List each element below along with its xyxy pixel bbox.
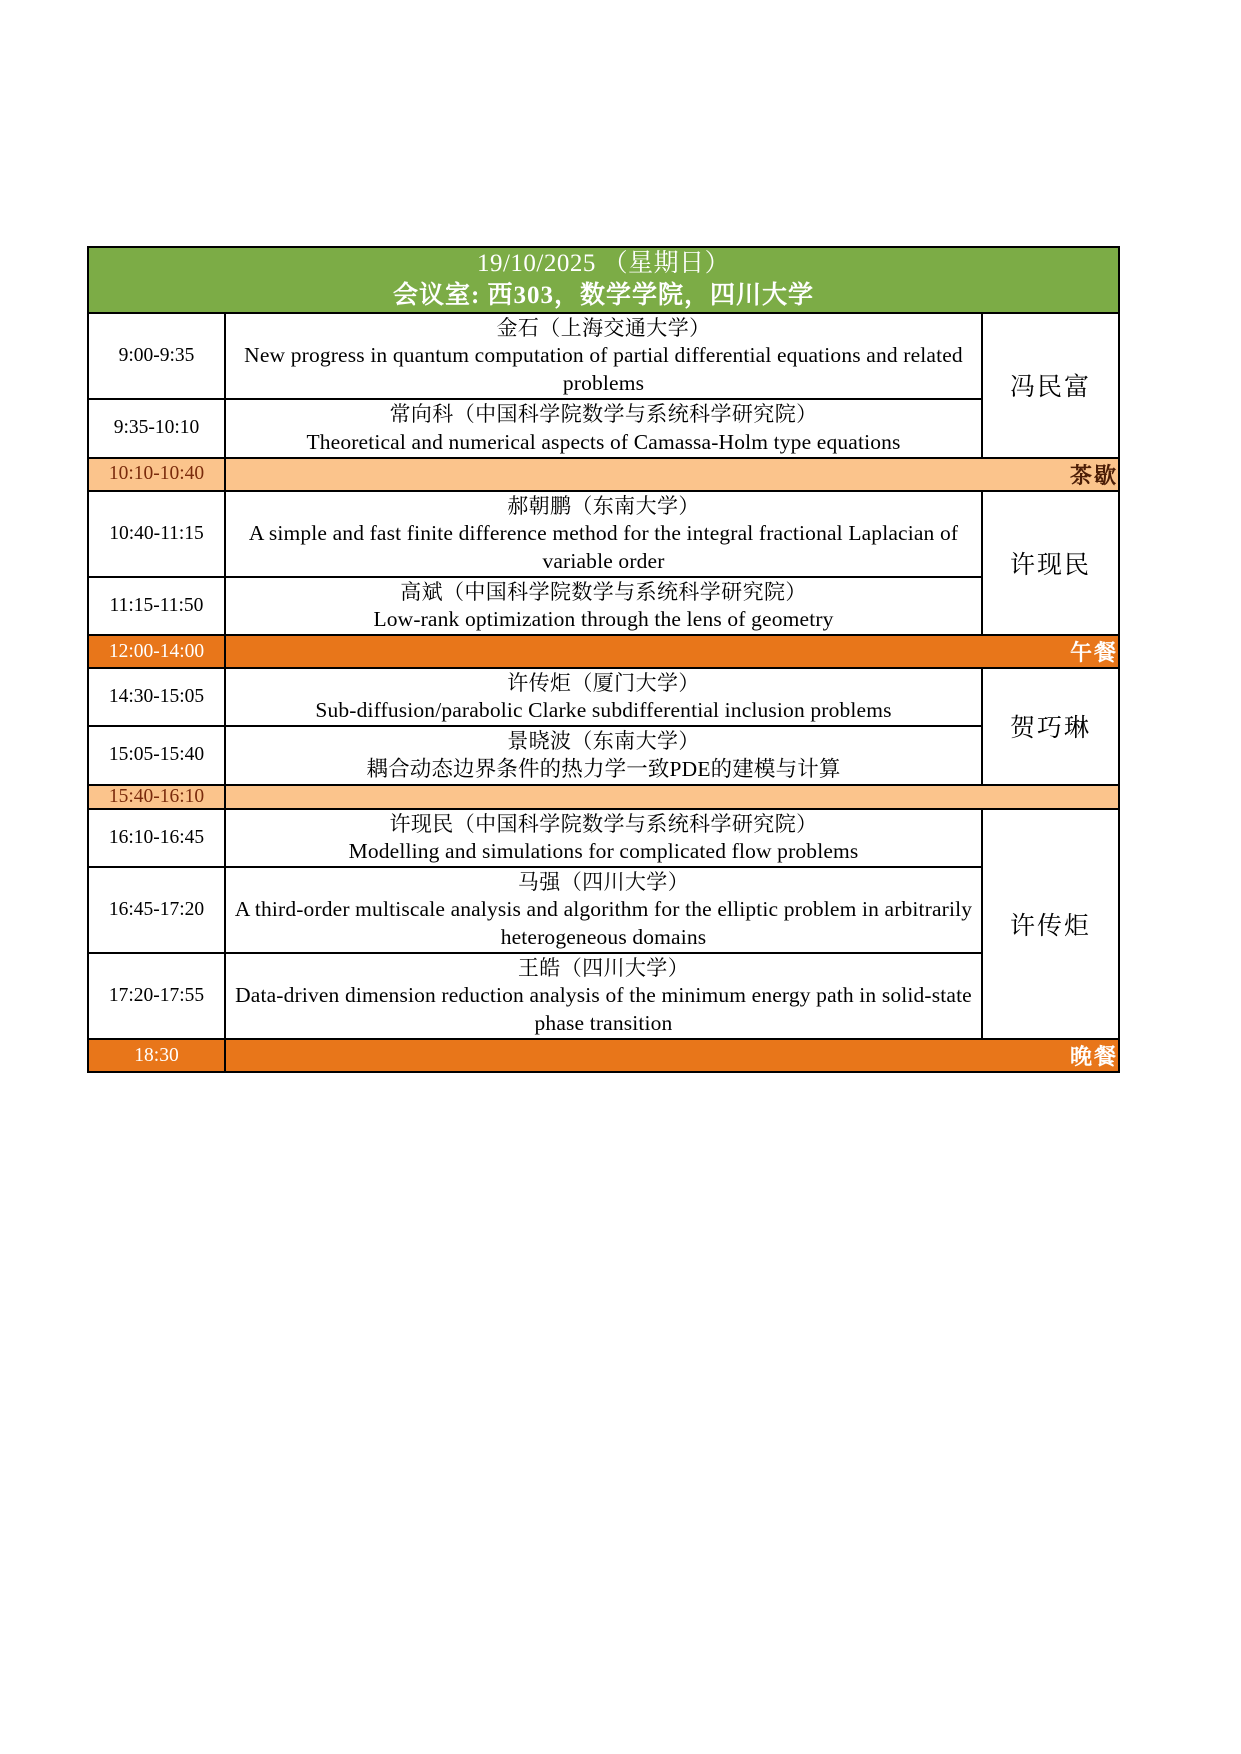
- break-row-afternoon: [88, 785, 1119, 809]
- break-label: 茶歇: [225, 458, 1119, 491]
- talk-title: Sub-diffusion/parabolic Clarke subdifferential inclusion problems: [315, 698, 892, 723]
- talk-title: Theoretical and numerical aspects of Camassa-Holm type equations: [306, 429, 901, 454]
- talk-speaker: 高斌（中国科学院数学与系统科学研究院）: [400, 579, 807, 604]
- row-talk: [225, 399, 982, 457]
- talk-title: Modelling and simulations for complicated flow problems: [348, 838, 859, 863]
- talk-title: A simple and fast finite difference method for the integral fractional Laplacian of variable order: [248, 520, 959, 573]
- schedule-header-cell: [88, 247, 1119, 313]
- row-time: 10:40-11:15: [88, 491, 225, 577]
- table-row: [88, 809, 1119, 867]
- row-time: 9:00-9:35: [88, 313, 225, 399]
- session-chair: 冯民富: [982, 313, 1119, 458]
- schedule-date: 19/10/2025 （星期日）: [476, 250, 731, 277]
- table-row: [88, 953, 1119, 1039]
- conference-schedule-table: [87, 246, 1120, 1073]
- talk-speaker: 王皓（四川大学）: [517, 956, 690, 981]
- row-time: 16:45-17:20: [88, 867, 225, 953]
- row-talk: [225, 491, 982, 577]
- table-row: [88, 867, 1119, 953]
- break-row-dinner: [88, 1039, 1119, 1072]
- session-chair: 许传炬: [982, 809, 1119, 1040]
- talk-speaker: 郝朝鹏（东南大学）: [507, 493, 700, 518]
- talk-title: A third-order multiscale analysis and algorithm for the elliptic problem in arbitrarily heterogeneous domains: [234, 897, 973, 950]
- break-row-lunch: [88, 635, 1119, 668]
- talk-speaker: 马强（四川大学）: [517, 869, 690, 894]
- talk-speaker: 景晓波（东南大学）: [507, 729, 700, 754]
- talk-speaker: 金石（上海交通大学）: [496, 316, 711, 340]
- break-time: 18:30: [88, 1039, 225, 1072]
- table-row: [88, 577, 1119, 635]
- break-label: 午餐: [225, 635, 1119, 668]
- row-talk: [225, 726, 982, 784]
- row-time: 16:10-16:45: [88, 809, 225, 867]
- break-time: 12:00-14:00: [88, 635, 225, 668]
- talk-speaker: 常向科（中国科学院数学与系统科学研究院）: [389, 402, 818, 427]
- row-time: 14:30-15:05: [88, 668, 225, 726]
- row-talk: [225, 668, 982, 726]
- session-chair: 许现民: [982, 491, 1119, 636]
- break-row-tea: [88, 458, 1119, 491]
- talk-title: 耦合动态边界条件的热力学一致PDE的建模与计算: [366, 756, 841, 781]
- row-talk: [225, 867, 982, 953]
- schedule-header-row: [88, 247, 1119, 313]
- break-label: [225, 785, 1119, 809]
- break-time: 15:40-16:10: [88, 785, 225, 809]
- row-time: 9:35-10:10: [88, 399, 225, 457]
- row-talk: [225, 809, 982, 867]
- session-chair: 贺巧琳: [982, 668, 1119, 785]
- row-time: 11:15-11:50: [88, 577, 225, 635]
- schedule-venue: 会议室: 西303，数学学院，四川大学: [392, 282, 815, 309]
- table-row: [88, 668, 1119, 726]
- talk-title: New progress in quantum computation of partial differential equations and related problems: [244, 343, 963, 396]
- row-talk: [225, 313, 982, 399]
- talk-title: Low-rank optimization through the lens of geometry: [373, 607, 834, 632]
- talk-speaker: 许传炬（厦门大学）: [507, 671, 700, 695]
- talk-title: Data-driven dimension reduction analysis of the minimum energy path in solid-state phase transition: [235, 983, 972, 1036]
- talk-speaker: 许现民（中国科学院数学与系统科学研究院）: [389, 811, 818, 836]
- row-time: 17:20-17:55: [88, 953, 225, 1039]
- row-time: 15:05-15:40: [88, 726, 225, 784]
- row-talk: [225, 953, 982, 1039]
- table-row: [88, 491, 1119, 577]
- break-label: 晚餐: [225, 1039, 1119, 1072]
- row-talk: [225, 577, 982, 635]
- break-time: 10:10-10:40: [88, 458, 225, 491]
- table-row: [88, 726, 1119, 784]
- table-row: [88, 399, 1119, 457]
- table-row: [88, 313, 1119, 399]
